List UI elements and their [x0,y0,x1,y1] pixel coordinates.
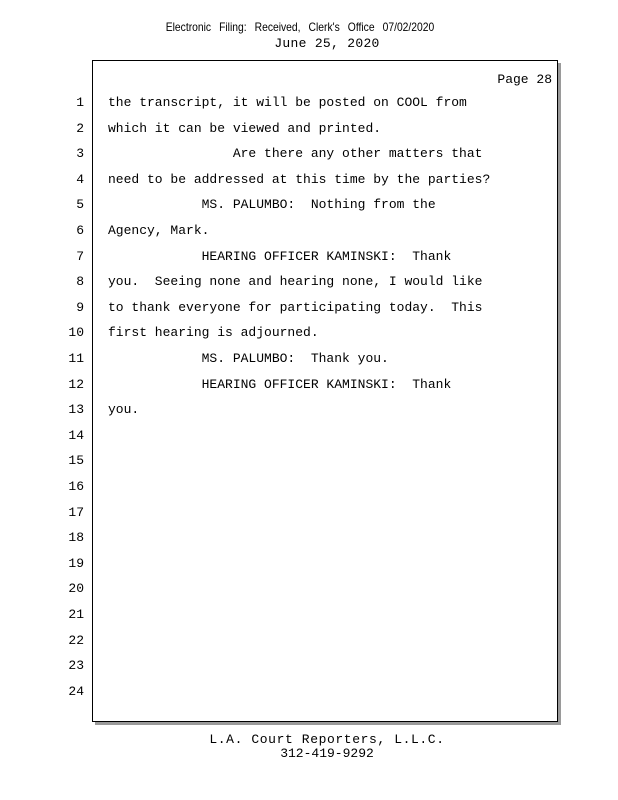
line-number: 14 [68,428,84,443]
line-number: 23 [68,658,84,673]
transcript-line-text: which it can be viewed and printed. [108,121,382,136]
transcript-line-text: MS. PALUMBO: Nothing from the [108,197,436,212]
line-number: 1 [76,95,84,110]
transcript-line-text: HEARING OFFICER KAMINSKI: Thank [108,249,452,264]
transcript-line-text: to thank everyone for participating today. This [108,300,483,315]
transcript-line-text: Are there any other matters that [108,146,483,161]
court-reporter-company: L.A. Court Reporters, L.L.C. [209,732,445,747]
line-number: 22 [68,633,84,648]
line-number: 4 [76,172,84,187]
filing-stamp: Electronic Filing: Received, Clerk's Office 07/02/2020 [165,20,435,34]
transcript-line-text: need to be addressed at this time by the parties? [108,172,491,187]
transcript-line-text: you. Seeing none and hearing none, I would like [108,274,483,289]
line-number: 2 [76,121,84,136]
line-number: 3 [76,146,84,161]
line-number: 18 [68,530,84,545]
transcript-line-text: the transcript, it will be posted on COOL from [108,95,467,110]
line-number: 20 [68,581,84,596]
court-reporter-phone: 312-419-9292 [280,746,374,761]
line-number: 8 [76,274,84,289]
line-number: 17 [68,505,84,520]
line-number: 5 [76,197,84,212]
transcript-line-text: MS. PALUMBO: Thank you. [108,351,389,366]
line-number: 11 [68,351,84,366]
line-number: 9 [76,300,84,315]
line-number: 19 [68,556,84,571]
line-number: 24 [68,684,84,699]
line-number: 12 [68,377,84,392]
transcript-line-text: HEARING OFFICER KAMINSKI: Thank [108,377,452,392]
line-number: 10 [68,325,84,340]
line-number: 15 [68,453,84,468]
line-number: 21 [68,607,84,622]
line-number: 7 [76,249,84,264]
hearing-date: June 25, 2020 [274,36,380,51]
line-number: 6 [76,223,84,238]
page-number: Page 28 [497,72,552,87]
transcript-line-text: you. [108,402,140,417]
line-number: 16 [68,479,84,494]
transcript-line-text: first hearing is adjourned. [108,325,319,340]
transcript-line-text: Agency, Mark. [108,223,210,238]
line-number: 13 [68,402,84,417]
